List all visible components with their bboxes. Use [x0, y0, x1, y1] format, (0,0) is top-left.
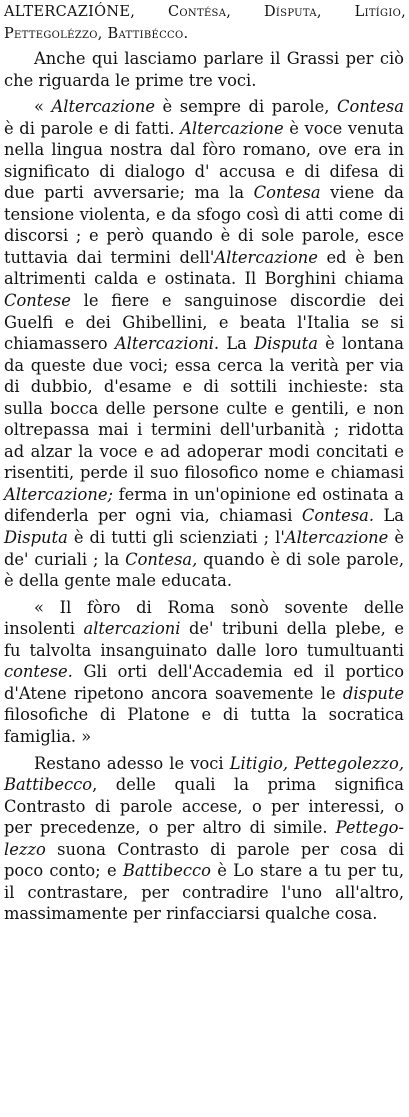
italic-term: Battibecco — [122, 861, 211, 881]
italic-term: Altercazione — [51, 97, 155, 117]
text-run: Anche qui lasciamo parlare il Grassi per ciò che riguarda le prime tre voci. — [4, 49, 404, 90]
paragraph-remaining-words — [4, 753, 404, 925]
text-run: è de' curiali ; la — [4, 528, 404, 569]
paragraph-quote-definitions — [4, 96, 404, 592]
text-run: è Lo stare a tu per tu, il contrastare, per contradire l'uno all'altro, massimamente per rinfacciarsi qualche cosa. — [4, 861, 405, 924]
italic-term: Contese — [4, 291, 71, 311]
text-run: ferma in un'opinione ed ostinata a difenderla per ogni via, chiamasi — [4, 484, 404, 526]
text-run: La — [374, 506, 404, 526]
italic-term: Contesa, — [125, 549, 198, 569]
text-run: le fiere e sanguinose discordie dei Guelfi e dei Ghibellini, e beata l'Italia se si chiamassero — [4, 291, 404, 354]
text-run: La — [219, 334, 255, 354]
italic-term: dispute — [342, 683, 404, 703]
text-run: Gli orti dell'Accademia ed il portico d'Atene ripetono ancora soavemente le — [4, 662, 404, 703]
text-run: quando è di sole parole, è della gente male educata. — [4, 549, 404, 591]
text-run: , delle quali la prima significa Contrasto di parole accese, o per interessi, o per precedenze, o per altro di simile. — [4, 775, 404, 838]
italic-term: Altercazioni. — [114, 334, 220, 354]
italic-term: altercazioni — [83, 619, 181, 639]
entry-heading — [4, 1, 406, 45]
text-run: « — [34, 97, 52, 117]
italic-term: Altercazione; — [4, 484, 113, 504]
italic-term: Contesa — [337, 97, 404, 117]
text-run: Restano adesso le voci — [34, 753, 230, 773]
text-run: filosofiche di Platone e di tutta la socratica famiglia. » — [4, 705, 404, 746]
text-run: ed è ben altrimenti calda e ostinata. Il Borghini chiama — [4, 247, 404, 289]
text-run: è di tutti gli scienziati ; l' — [67, 528, 285, 548]
italic-term: contese. — [4, 662, 73, 682]
italic-term: Disputa — [4, 528, 68, 548]
text-run: è di parole e di fatti. — [4, 118, 181, 138]
italic-term: Disputa — [254, 334, 318, 354]
italic-term: Altercazione — [180, 118, 284, 138]
text-run: suona Contrasto di parole per cosa di poco conto; e — [4, 839, 404, 881]
entry-body — [4, 48, 404, 932]
italic-term: Altercazione — [214, 247, 318, 267]
italic-term: Contesa — [253, 183, 321, 203]
entry-synonyms: , Contésa, Dísputa, Litígio, Pettegolézzo, Battibécco. — [4, 4, 406, 42]
text-run: viene da tensione violenta, e da sfogo così di atti come di discorsi ; e però quando è di sole parole, esce tuttavia dai termini dell' — [4, 183, 404, 267]
italic-term: Pettegolezzo — [4, 818, 404, 859]
text-run: de' tribuni della plebe, e fu talvolta insanguinato dalle loro tumultuanti — [4, 619, 404, 660]
paragraph-quote-examples — [4, 597, 404, 748]
entry-headword: ALTERCAZIÓNE — [4, 4, 131, 20]
text-run: « Il fòro di Roma sonò sovente delle insolenti — [4, 597, 404, 639]
paragraph-intro — [4, 48, 404, 91]
text-run: è sempre di parole, — [154, 97, 337, 117]
text-run: è lontana da queste due voci; essa cerca la verità per via di dubbio, d'esame e di sottili inchieste: sta sulla bocca delle persone culte e gentili, e non oltrepassa mai i termini dell'urbanità ; ridotta ad alzar la voce e ad adoperar modi concitati e risentiti, perde il suo filosofico nome e chiamasi — [4, 334, 404, 483]
italic-term: Altercazione — [284, 528, 389, 548]
italic-term: Litigio, Pettegolezzo, Battibecco — [4, 753, 404, 795]
italic-term: Contesa. — [301, 506, 375, 526]
text-run: è voce venuta nella lingua nostra dal fòro romano, ove era in significato di dialogo d' accusa e di difesa di due parti avversarie; ma la — [4, 118, 404, 203]
